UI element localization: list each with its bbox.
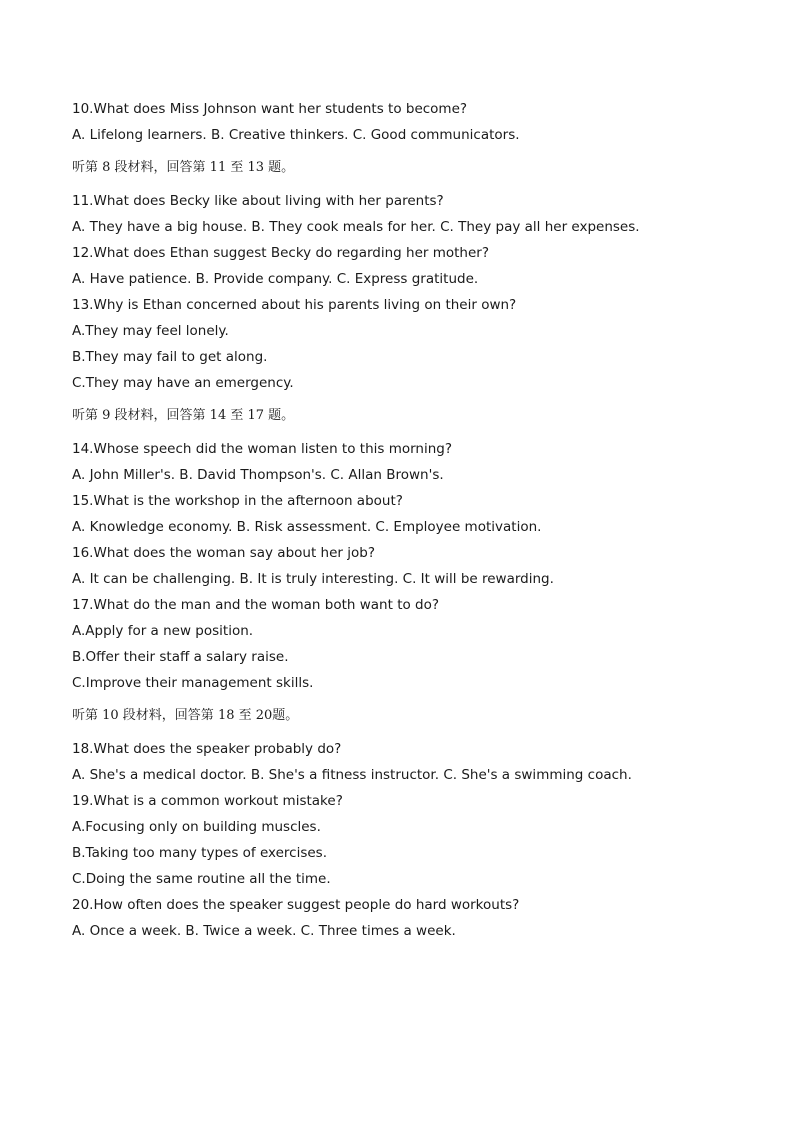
question-18: 18.What does the speaker probably do? <box>72 741 342 757</box>
question-10: 10.What does Miss Johnson want her students to become? <box>72 101 468 117</box>
options-20: A. Once a week. B. Twice a week. C. Three times a week. <box>72 923 456 939</box>
options-18: A. She's a medical doctor. B. She's a fitness instructor. C. She's a swimming coach. <box>72 767 632 783</box>
option-19-c: C.Doing the same routine all the time. <box>72 871 331 887</box>
question-15: 15.What is the workshop in the afternoon about? <box>72 493 403 509</box>
options-14: A. John Miller's. B. David Thompson's. C. Allan Brown's. <box>72 467 444 483</box>
option-19-b: B.Taking too many types of exercises. <box>72 845 328 861</box>
question-19: 19.What is a common workout mistake? <box>72 793 343 809</box>
question-14: 14.Whose speech did the woman listen to this morning? <box>72 441 453 457</box>
options-11: A. They have a big house. B. They cook meals for her. C. They pay all her expenses. <box>72 219 640 235</box>
option-17-a: A.Apply for a new position. <box>72 623 254 639</box>
question-20: 20.How often does the speaker suggest people do hard workouts? <box>72 897 520 913</box>
section-header-8: 听第 8 段材料，回答第 11 至 13 题。 <box>72 160 295 175</box>
options-16: A. It can be challenging. B. It is truly interesting. C. It will be rewarding. <box>72 571 554 587</box>
document-page <box>72 96 732 944</box>
option-13-a: A.They may feel lonely. <box>72 323 229 339</box>
question-16: 16.What does the woman say about her job? <box>72 545 375 561</box>
question-13: 13.Why is Ethan concerned about his parents living on their own? <box>72 297 517 313</box>
option-13-b: B.They may fail to get along. <box>72 349 268 365</box>
option-17-c: C.Improve their management skills. <box>72 675 314 691</box>
question-17: 17.What do the man and the woman both want to do? <box>72 597 440 613</box>
question-11: 11.What does Becky like about living with her parents? <box>72 193 444 209</box>
options-12: A. Have patience. B. Provide company. C. Express gratitude. <box>72 271 479 287</box>
options-10: A. Lifelong learners. B. Creative thinkers. C. Good communicators. <box>72 127 520 143</box>
question-12: 12.What does Ethan suggest Becky do regarding her mother? <box>72 245 490 261</box>
options-15: A. Knowledge economy. B. Risk assessment. C. Employee motivation. <box>72 519 542 535</box>
section-header-10: 听第 10 段材料，回答第 18 至 20题。 <box>72 708 299 723</box>
option-17-b: B.Offer their staff a salary raise. <box>72 649 289 665</box>
section-header-9: 听第 9 段材料，回答第 14 至 17 题。 <box>72 408 295 423</box>
option-13-c: C.They may have an emergency. <box>72 375 294 391</box>
option-19-a: A.Focusing only on building muscles. <box>72 819 321 835</box>
